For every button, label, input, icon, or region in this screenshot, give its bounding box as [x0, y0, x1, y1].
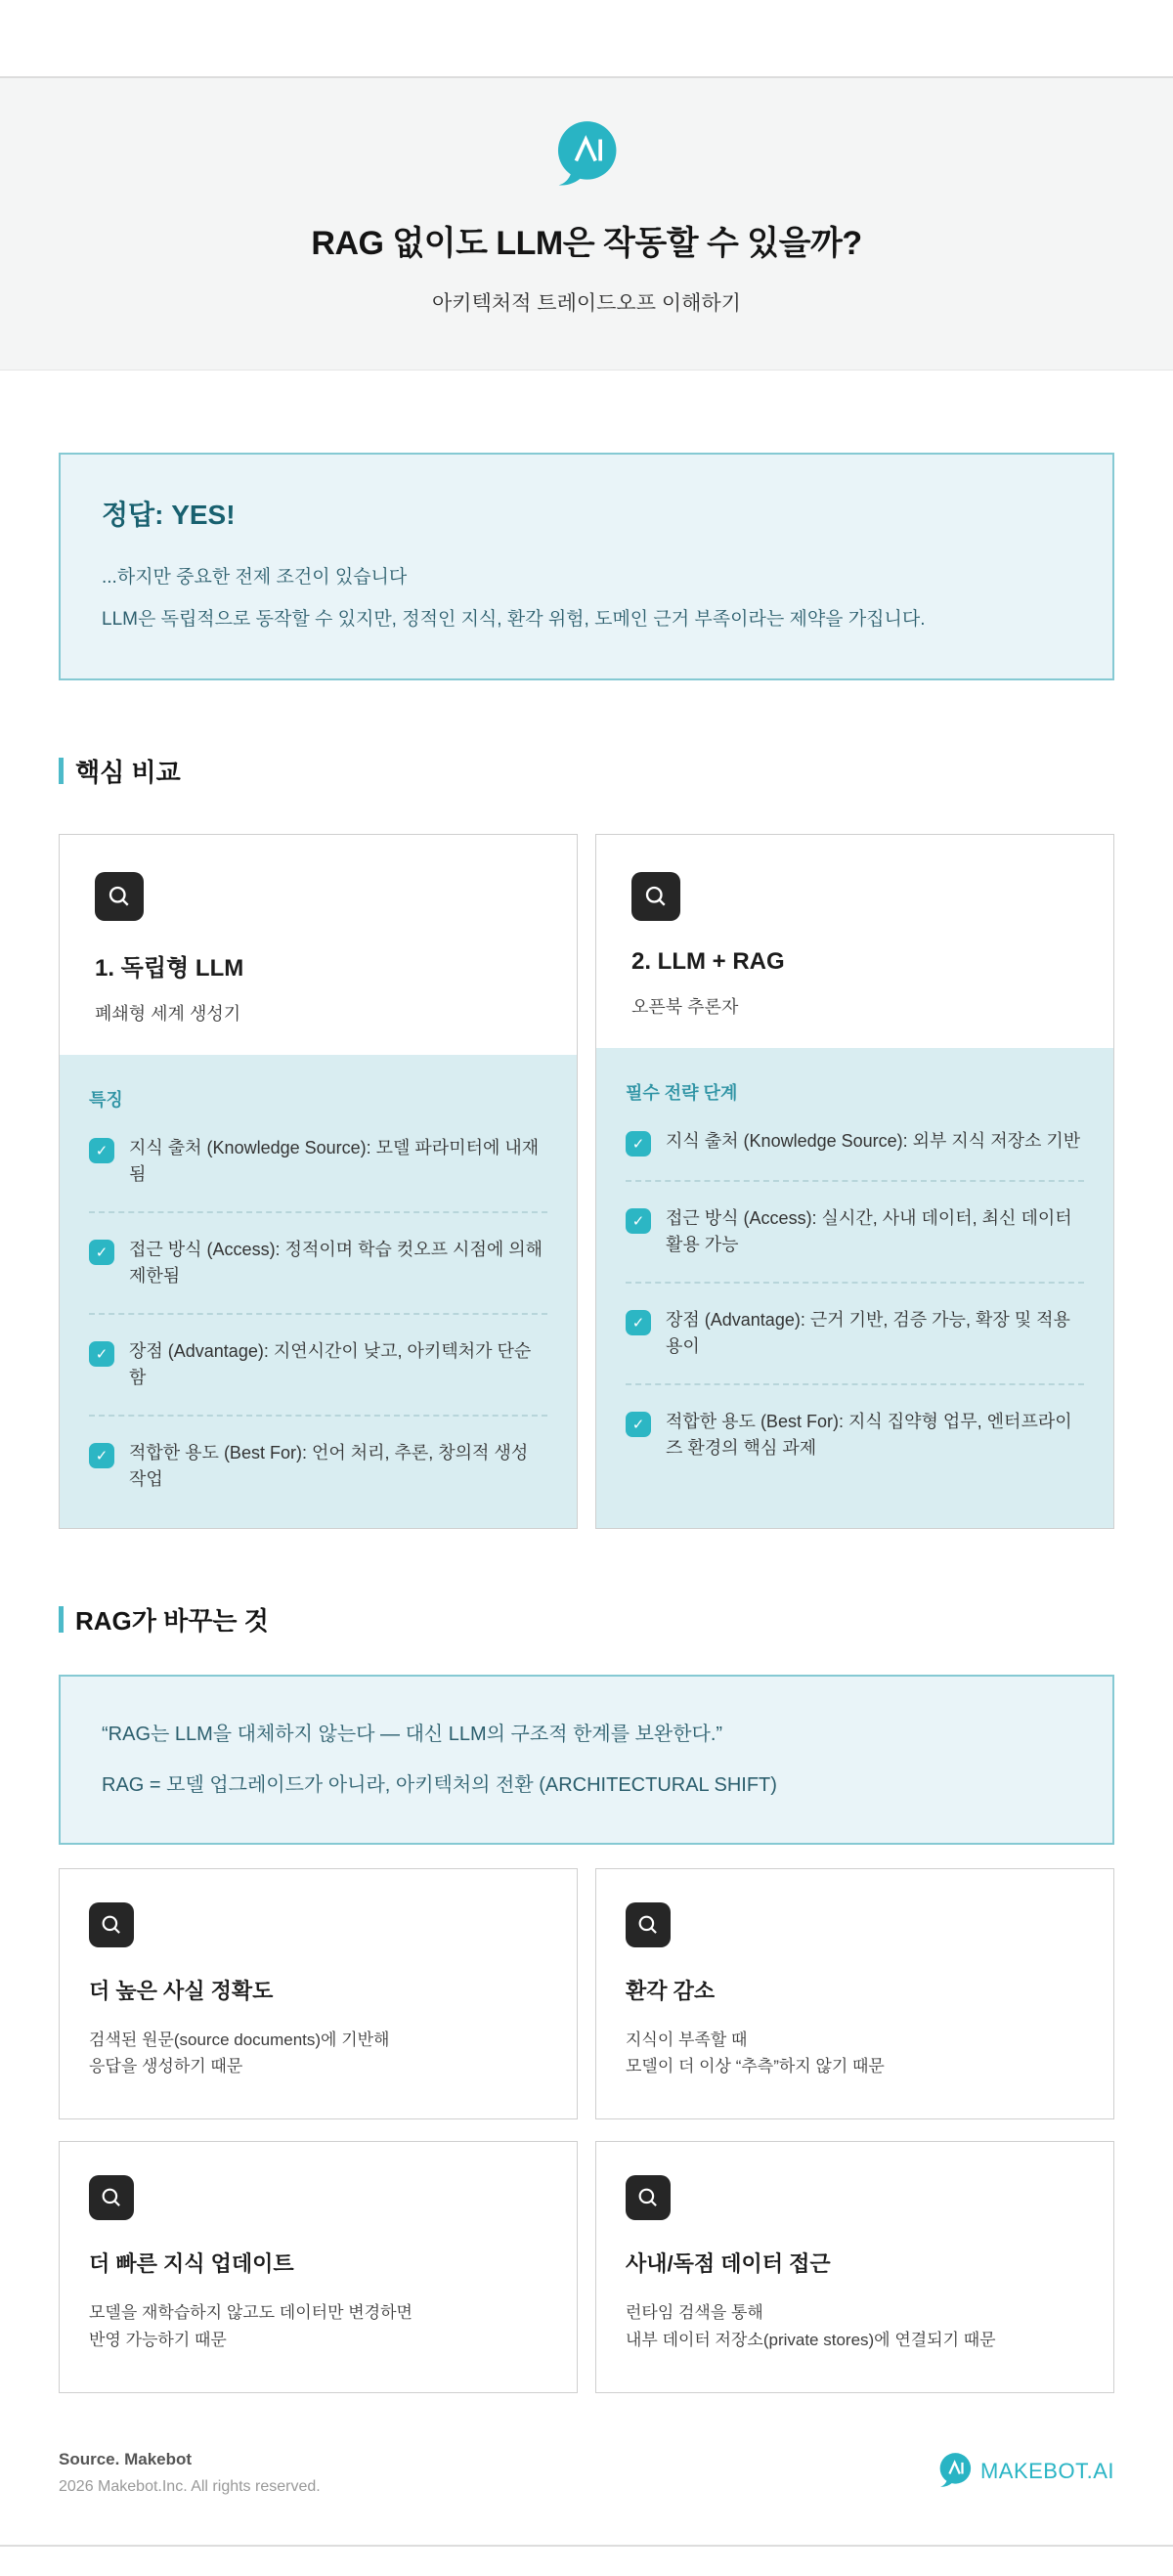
search-icon — [626, 1902, 671, 1947]
search-icon — [95, 872, 144, 921]
checkmark-icon: ✓ — [95, 1143, 109, 1159]
benefit-line-2: 모델이 더 이상 “추측”하지 않기 때문 — [626, 2057, 885, 2076]
page-title: RAG 없이도 LLM은 작동할 수 있을까? — [311, 225, 862, 262]
feature-text: 지식 출처 (Knowledge Source): 외부 지식 저장소 기반 — [666, 1131, 1081, 1151]
dashed-divider — [626, 1180, 1084, 1182]
section-title-shift: RAG가 바꾸는 것 — [75, 1606, 269, 1636]
feature-item — [626, 1409, 1084, 1462]
benefit-line-1: 런타임 검색을 통해 — [626, 2303, 763, 2323]
dashed-divider — [626, 1383, 1084, 1385]
benefit-title: 환각 감소 — [626, 1979, 716, 2003]
search-icon — [631, 872, 680, 921]
feature-text: 접근 방식 (Access): 실시간, 사내 데이터, 최신 데이터 활용 가능 — [666, 1208, 1072, 1254]
checkbox-icon — [89, 1443, 114, 1468]
section-accent-bar — [59, 758, 64, 784]
answer-callout-box — [59, 453, 1114, 680]
card-head — [596, 835, 1113, 1048]
answer-line-2: LLM은 독립적으로 동작할 수 있지만, 정적인 지식, 환각 위험, 도메인 근거 부족이라는 제약을 가집니다. — [102, 608, 926, 630]
card-subtitle: 오픈북 추론자 — [631, 997, 739, 1017]
comparison-card-standalone-llm — [59, 834, 578, 1529]
checkbox-icon — [89, 1138, 114, 1163]
benefit-card-knowledge-update — [59, 2141, 578, 2392]
comparison-card-llm-rag — [595, 834, 1114, 1529]
footer — [59, 2450, 1114, 2496]
checkmark-icon: ✓ — [631, 1213, 645, 1230]
hero-header — [0, 76, 1173, 371]
main-content — [59, 453, 1114, 2393]
checkbox-icon — [626, 1310, 651, 1335]
comparison-cards-row — [59, 834, 1114, 1529]
feature-text: 장점 (Advantage): 근거 기반, 검증 가능, 확장 및 적용 용이 — [666, 1310, 1070, 1356]
benefit-title: 사내/독점 데이터 접근 — [626, 2251, 831, 2277]
benefit-line-2: 내부 데이터 저장소(private stores)에 연결되기 때문 — [626, 2330, 996, 2349]
checkbox-icon — [626, 1208, 651, 1234]
search-icon — [626, 2175, 671, 2220]
checkbox-icon — [89, 1240, 114, 1265]
features-section — [596, 1048, 1113, 1528]
benefits-grid — [59, 1868, 1114, 2393]
dashed-divider — [89, 1313, 547, 1315]
section-title-comparison: 핵심 비교 — [75, 758, 181, 787]
footer-brand — [937, 2452, 1114, 2492]
card-title: 2. LLM + RAG — [631, 948, 785, 975]
feature-item — [626, 1205, 1084, 1258]
makebot-speech-bubble-ai-icon — [0, 119, 1173, 191]
card-head — [60, 835, 577, 1055]
feature-text: 장점 (Advantage): 지연시간이 낮고, 아키텍처가 단순함 — [129, 1341, 532, 1387]
features-section — [60, 1055, 577, 1528]
section-accent-bar — [59, 1606, 64, 1633]
footer-copyright: 2026 Makebot.Inc. All rights reserved. — [59, 2477, 321, 2495]
checkmark-icon: ✓ — [631, 1136, 645, 1153]
checkmark-icon: ✓ — [95, 1346, 109, 1363]
quote-line-2: RAG = 모델 업그레이드가 아니라, 아키텍처의 전환 (ARCHITECTURAL SHIFT) — [102, 1774, 777, 1796]
checkmark-icon: ✓ — [631, 1315, 645, 1332]
card-title: 1. 독립형 LLM — [95, 955, 244, 982]
benefit-line-2: 반영 가능하기 때문 — [89, 2330, 227, 2349]
page-subtitle: 아키텍처적 트레이드오프 이해하기 — [432, 292, 741, 315]
footer-left — [59, 2450, 321, 2496]
feature-text: 접근 방식 (Access): 정적이며 학습 컷오프 시점에 의해 제한됨 — [129, 1240, 543, 1286]
benefit-card-accuracy — [59, 1868, 578, 2119]
features-heading: 특징 — [89, 1090, 123, 1110]
dashed-divider — [89, 1415, 547, 1417]
feature-item — [626, 1307, 1084, 1360]
makebot-speech-bubble-ai-icon — [937, 2452, 973, 2492]
feature-item — [626, 1128, 1084, 1157]
feature-text: 지식 출처 (Knowledge Source): 모델 파라미터에 내재됨 — [129, 1138, 540, 1184]
benefit-card-private-data — [595, 2141, 1114, 2392]
dashed-divider — [89, 1211, 547, 1213]
benefit-title: 더 높은 사실 정확도 — [89, 1979, 274, 2003]
feature-text: 적합한 용도 (Best For): 지식 집약형 업무, 엔터프라이즈 환경의 핵심 과제 — [666, 1412, 1072, 1458]
answer-line-1: ...하지만 중요한 전제 조건이 있습니다 — [102, 567, 408, 588]
benefit-line-2: 응답을 생성하기 때문 — [89, 2057, 243, 2076]
quote-callout-box — [59, 1675, 1114, 1845]
benefit-title: 더 빠른 지식 업데이트 — [89, 2251, 294, 2277]
top-spacer — [0, 0, 1173, 76]
footer-brand-text: MAKEBOT.AI — [979, 2459, 1114, 2484]
search-icon — [89, 1902, 134, 1947]
answer-title: 정답: YES! — [102, 500, 236, 530]
checkmark-icon: ✓ — [631, 1417, 645, 1433]
bottom-spacer — [0, 2547, 1173, 2576]
checkmark-icon: ✓ — [95, 1244, 109, 1261]
feature-item — [89, 1440, 547, 1493]
features-heading: 필수 전략 단계 — [626, 1083, 738, 1103]
benefit-line-1: 지식이 부족할 때 — [626, 2030, 748, 2049]
feature-item — [89, 1135, 547, 1188]
quote-line-1: “RAG는 LLM을 대체하지 않는다 — 대신 LLM의 구조적 한계를 보완한다.” — [102, 1724, 723, 1745]
search-icon — [89, 2175, 134, 2220]
feature-item — [89, 1237, 547, 1289]
feature-text: 적합한 용도 (Best For): 언어 처리, 추론, 창의적 생성 작업 — [129, 1443, 529, 1489]
checkbox-icon — [626, 1131, 651, 1157]
dashed-divider — [626, 1282, 1084, 1284]
footer-source-label: Source. Makebot — [59, 2449, 193, 2468]
benefit-line-1: 모델을 재학습하지 않고도 데이터만 변경하면 — [89, 2303, 413, 2323]
benefit-line-1: 검색된 원문(source documents)에 기반해 — [89, 2030, 390, 2049]
section-header-comparison — [59, 753, 1114, 789]
card-subtitle: 폐쇄형 세계 생성기 — [95, 1004, 241, 1024]
feature-item — [89, 1338, 547, 1391]
benefit-card-hallucination — [595, 1868, 1114, 2119]
checkbox-icon — [89, 1341, 114, 1367]
checkmark-icon: ✓ — [95, 1448, 109, 1464]
checkbox-icon — [626, 1412, 651, 1437]
section-header-shift — [59, 1601, 1114, 1637]
